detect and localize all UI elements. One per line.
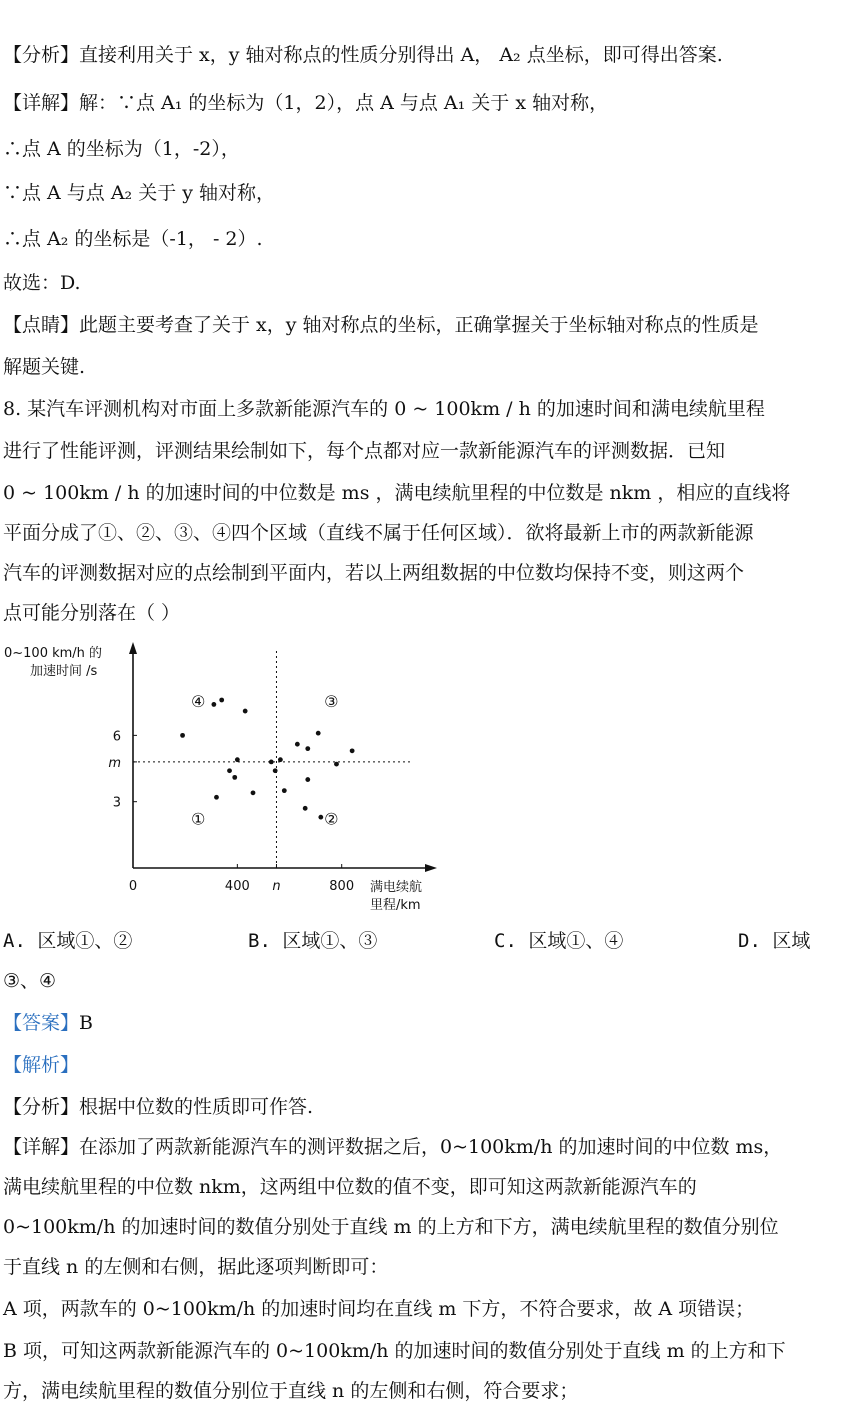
data-point (269, 759, 274, 764)
analysis-heading: 【解析】 (3, 1054, 80, 1076)
data-point (227, 768, 232, 773)
data-point (251, 790, 256, 795)
solution-line: 于直线 n 的左侧和右侧，据此逐项判断即可： (3, 1256, 389, 1278)
x-axis-label-line1: 满电续航 (370, 880, 423, 895)
region-label: ④ (191, 692, 206, 712)
question-line: 0 ~ 100km / h 的加速时间的中位数是 ms ，满电续航里程的中位数是 nkm ，相应的直线将 (3, 482, 791, 504)
step-line: ∴点 A₂ 的坐标是（-1， - 2）. (3, 228, 263, 250)
solution-line: B 项，可知这两款新能源汽车的 0~100km/h 的加速时间的数值分别处于直线 m 的上方和下 (3, 1340, 786, 1362)
data-point (316, 731, 321, 736)
question-line: 进行了性能评测，评测结果绘制如下，每个点都对应一款新能源汽车的评测数据．已知 (3, 440, 726, 462)
data-point (334, 762, 339, 767)
region-label: ① (191, 809, 206, 829)
option-c[interactable]: C. 区域①、④ (494, 930, 624, 952)
choice-line: 故选：D. (3, 272, 81, 294)
step-line: ∴点 A 的坐标为（1，-2）， (3, 138, 240, 160)
data-point (318, 815, 323, 820)
y-axis-label-line2: 加速时间 /s (30, 664, 98, 679)
x-tick-label: 400 (224, 879, 250, 894)
option-b[interactable]: B. 区域①、③ (248, 930, 378, 952)
data-point (273, 768, 278, 773)
data-point (295, 742, 300, 747)
y-tick-label: m (108, 755, 121, 771)
data-point (305, 746, 310, 751)
region-label: ③ (324, 692, 339, 712)
solution-line: 满电续航里程的中位数 nkm，这两组中位数的值不变，即可知这两款新能源汽车的 (3, 1176, 697, 1198)
data-point (232, 775, 237, 780)
x-tick-label: n (272, 879, 281, 894)
step-line: ∵点 A 与点 A₂ 关于 y 轴对称， (3, 182, 276, 204)
y-axis-arrow (129, 642, 137, 654)
x-axis-label-line2: 里程/km (370, 898, 421, 913)
detail-line: 【详解】解：∵点 A₁ 的坐标为（1，2），点 A 与点 A₁ 关于 x 轴对称， (3, 92, 609, 114)
solution-line: 【详解】在添加了两款新能源汽车的测评数据之后，0~100km/h 的加速时间的中位数 ms， (3, 1136, 783, 1158)
data-point (243, 709, 248, 714)
data-point (180, 733, 185, 738)
comment-line: 【点睛】此题主要考查了关于 x，y 轴对称点的坐标，正确掌握关于坐标轴对称点的性质是 (3, 314, 759, 336)
data-point (305, 777, 310, 782)
data-point (219, 698, 224, 703)
solution-line: 方，满电续航里程的数值分别位于直线 n 的左侧和右侧，符合要求； (3, 1380, 579, 1402)
data-point (303, 806, 308, 811)
comment-line: 解题关键. (3, 356, 86, 378)
question-line: 8. 某汽车评测机构对市面上多款新能源汽车的 0 ~ 100km / h 的加速时间和满电续航里程 (3, 398, 765, 420)
solution-line: A 项，两款车的 0~100km/h 的加速时间均在直线 m 下方，不符合要求，故 A 项错误； (3, 1298, 755, 1320)
answer-value: B (79, 1012, 93, 1034)
option-d[interactable]: D. 区域 (738, 930, 811, 952)
question-line: 平面分成了①、②、③、④四个区域（直线不属于任何区域）．欲将最新上市的两款新能源 (3, 522, 754, 544)
data-point (282, 788, 287, 793)
y-axis-label-line1: 0~100 km/h 的 (4, 646, 103, 661)
answer-line (3, 1010, 93, 1036)
solution-line: 0~100km/h 的加速时间的数值分别处于直线 m 的上方和下方，满电续航里程的数值分别位 (3, 1216, 779, 1238)
y-tick-label: 6 (112, 729, 121, 745)
x-tick-label: 800 (329, 879, 355, 894)
question-line: 汽车的评测数据对应的点绘制到平面内，若以上两组数据的中位数均保持不变，则这两个 (3, 562, 745, 584)
question-line: 点可能分别落在（ ） (3, 602, 181, 624)
answer-label: 【答案】 (3, 1012, 80, 1034)
scatter-chart (0, 635, 450, 915)
x-tick-label: 0 (128, 879, 138, 894)
data-point (278, 757, 283, 762)
data-point (214, 795, 219, 800)
data-point (350, 748, 355, 753)
data-point (235, 757, 240, 762)
option-d-continued: ③、④ (3, 970, 57, 992)
region-label: ② (324, 809, 339, 829)
analysis-line: 【分析】直接利用关于 x，y 轴对称点的性质分别得出 A， A₂ 点坐标，即可得出答案. (3, 44, 723, 66)
y-tick-label: 3 (112, 795, 121, 811)
solution-line: 【分析】根据中位数的性质即可作答. (3, 1096, 314, 1118)
data-point (211, 702, 216, 707)
option-a[interactable]: A. 区域①、② (3, 930, 133, 952)
x-axis-arrow (425, 864, 437, 872)
